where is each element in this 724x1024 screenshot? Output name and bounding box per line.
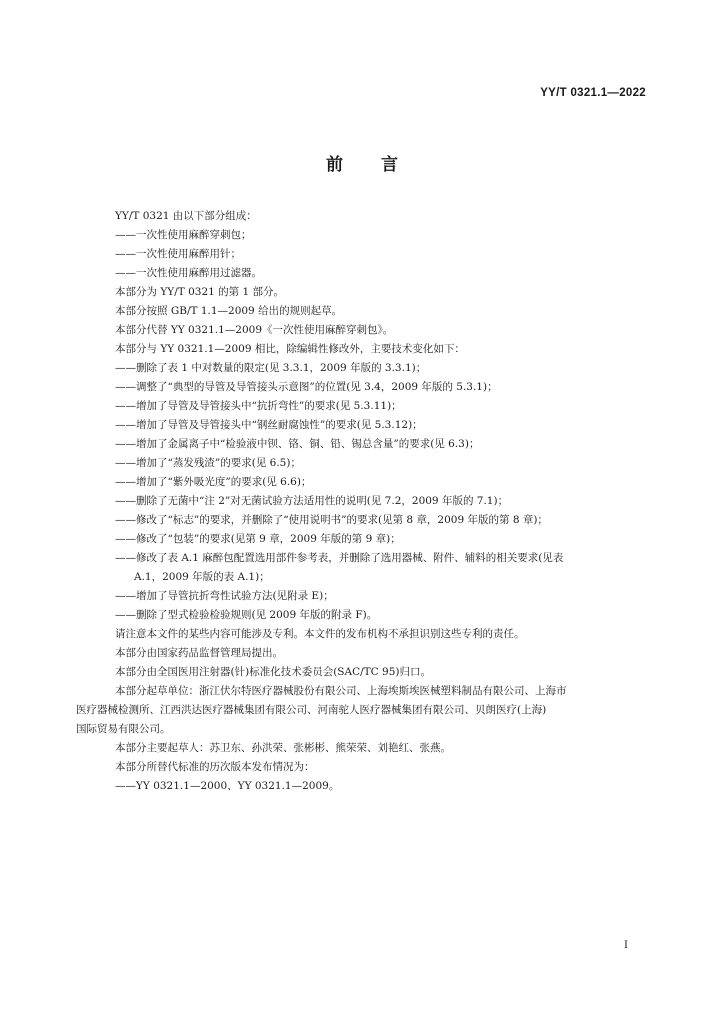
text-line: 本部分与 YY 0321.1—2009 相比，除编辑性修改外，主要技术变化如下： bbox=[115, 343, 465, 355]
standard-code: YY/T 0321.1—2022 bbox=[540, 87, 646, 99]
text-line: ——修改了“标志”的要求，并删除了“使用说明书”的要求(见第 8 章，2009 年版的第 8 章)； bbox=[115, 514, 548, 526]
text-line: ——一次性使用麻醉穿刺包； bbox=[115, 229, 252, 241]
text-line: 本部分由国家药品监督管理局提出。 bbox=[115, 647, 283, 659]
text-line: ——修改了“包装”的要求(见第 9 章，2009 年版的第 9 章)； bbox=[115, 533, 401, 545]
text-line: 本部分主要起草人：苏卫东、孙洪荣、张彬彬、熊荣荣、刘艳红、张燕。 bbox=[115, 742, 451, 754]
text-line: ——修改了表 A.1 麻醉包配置选用部件参考表，并删除了选用器械、附件、辅料的相关要求(见表 bbox=[115, 552, 564, 564]
text-line: 国际贸易有限公司。 bbox=[76, 723, 171, 735]
text-line: ——删除了表 1 中对数量的限定(见 3.3.1，2009 年版的 3.3.1)； bbox=[115, 362, 427, 374]
text-line: A.1，2009 年版的表 A.1)； bbox=[134, 571, 270, 583]
text-line: 本部分为 YY/T 0321 的第 1 部分。 bbox=[115, 286, 284, 298]
title-char-1: 前 bbox=[326, 155, 343, 175]
text-line: ——YY 0321.1—2000、YY 0321.1—2009。 bbox=[115, 780, 340, 792]
text-line: 请注意本文件的某些内容可能涉及专利。本文件的发布机构不承担识别这些专利的责任。 bbox=[115, 628, 525, 640]
page-number: I bbox=[624, 940, 628, 951]
text-line: ——增加了“蒸发残渣”的要求(见 6.5)； bbox=[115, 457, 301, 469]
text-line: 本部分按照 GB/T 1.1—2009 给出的规则起草。 bbox=[115, 305, 343, 317]
text-line: ——一次性使用麻醉用过滤器。 bbox=[115, 267, 262, 279]
text-line: ——增加了金属离子中“检验液中钡、铬、铜、铅、锡总含量”的要求(见 6.3)； bbox=[115, 438, 480, 450]
text-line: ——增加了“紫外吸光度”的要求(见 6.6)； bbox=[115, 476, 312, 488]
title-char-2: 言 bbox=[381, 155, 398, 175]
text-line: ——增加了导管及导管接头中“钢丝耐腐蚀性”的要求(见 5.3.12)； bbox=[115, 419, 423, 431]
text-line: 本部分代替 YY 0321.1—2009《一次性使用麻醉穿刺包》。 bbox=[115, 324, 394, 336]
text-line: 医疗器械检测所、江西洪达医疗器械集团有限公司、河南驼人医疗器械集团有限公司、贝朗医疗(上海) bbox=[76, 704, 547, 716]
text-line: 本部分由全国医用注射器(针)标准化技术委员会(SAC/TC 95)归口。 bbox=[115, 666, 431, 678]
text-line: 本部分起草单位：浙江伏尔特医疗器械股份有限公司、上海埃斯埃医械塑料制品有限公司、上海市 bbox=[115, 685, 567, 697]
text-line: ——一次性使用麻醉用针； bbox=[115, 248, 241, 260]
text-line: ——删除了无菌中“注 2”对无菌试验方法适用性的说明(见 7.2，2009 年版的 7.1)； bbox=[115, 495, 509, 507]
text-line: 本部分所替代标准的历次版本发布情况为： bbox=[115, 761, 315, 773]
text-line: ——增加了导管抗折弯性试验方法(见附录 E)； bbox=[115, 590, 334, 602]
text-line: ——增加了导管及导管接头中“抗折弯性”的要求(见 5.3.11)； bbox=[115, 400, 402, 412]
text-line: YY/T 0321 由以下部分组成： bbox=[115, 210, 257, 222]
text-line: ——删除了型式检验检验规则(见 2009 年版的附录 F)。 bbox=[115, 609, 378, 621]
text-line: ——调整了“典型的导管及导管接头示意图”的位置(见 3.4，2009 年版的 5.3.1)； bbox=[115, 381, 498, 393]
page-title bbox=[0, 150, 724, 175]
